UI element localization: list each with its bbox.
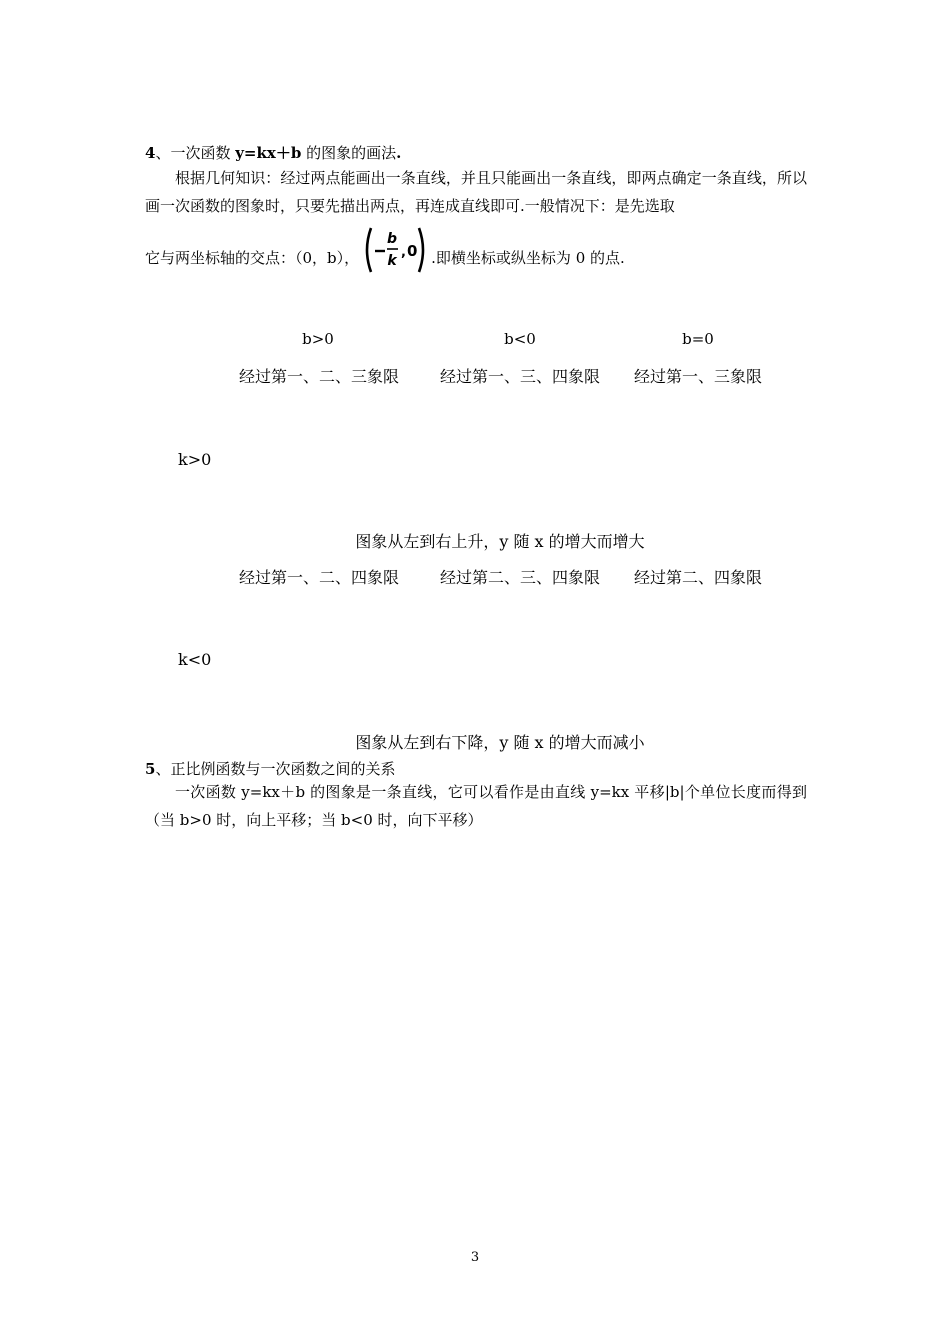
intercepts-text-pre: 它与两坐标轴的交点：（0，b）， xyxy=(145,249,360,267)
page-number: 3 xyxy=(470,1250,480,1265)
header-b-positive: b>0 xyxy=(302,330,334,348)
fraction-denominator: k xyxy=(387,253,397,269)
section-4-paragraph: 根据几何知识：经过两点能画出一条直线，并且只能画出一条直线，即两点确定一条直线，所以画一次函数的图象时，只要先描出两点，再连成直线即可.一般情况下：是先选取 xyxy=(145,169,807,215)
section-5-paragraph: 一次函数 y=kx＋b 的图象是一条直线，它可以看作是由直线 y=kx 平移|b|个单位长度而得到（当 b>0 时，向上平移；当 b<0 时，向下平移） xyxy=(145,783,807,829)
formula-zero: 0 xyxy=(407,242,418,260)
row-label-k-negative: k<0 xyxy=(178,650,212,669)
header-b-negative: b<0 xyxy=(504,330,536,348)
row-label-k-positive: k>0 xyxy=(178,450,212,469)
kpos-bzero-cell: 经过第一、三象限 xyxy=(633,367,762,386)
right-paren xyxy=(419,228,423,272)
kneg-bneg-cell: 经过第二、三、四象限 xyxy=(439,568,600,587)
section-5-number: 5 xyxy=(145,760,156,778)
section-4-title xyxy=(145,142,401,163)
section-4-title-post: 的图象的画法 xyxy=(301,144,397,162)
header-b-zero: b=0 xyxy=(682,330,714,348)
kneg-summary: 图象从左到右下降，y 随 x 的增大而减小 xyxy=(355,733,645,752)
section-5-title-text: 、正比例函数与一次函数之间的关系 xyxy=(155,760,396,778)
kpos-bneg-cell: 经过第一、三、四象限 xyxy=(439,367,600,386)
kpos-summary: 图象从左到右上升，y 随 x 的增大而增大 xyxy=(355,532,645,551)
section-5-title xyxy=(145,758,395,779)
kpos-bpos-cell: 经过第一、二、三象限 xyxy=(238,367,399,386)
intercepts-line xyxy=(145,226,625,276)
x-intercept-formula xyxy=(361,224,429,276)
kneg-bpos-cell: 经过第一、二、四象限 xyxy=(238,568,399,587)
kneg-bzero-cell: 经过第二、四象限 xyxy=(633,568,762,587)
section-4-number: 4 xyxy=(145,144,156,162)
section-4-title-pre: 、一次函数 xyxy=(155,144,236,162)
section-4-title-dot: . xyxy=(396,144,402,162)
formula-comma: , xyxy=(401,245,407,260)
section-4-title-formula: y=kx＋b xyxy=(235,144,302,162)
intercepts-text-post: .即横坐标或纵坐标为 0 的点. xyxy=(431,249,625,267)
left-paren xyxy=(367,228,371,272)
fraction-numerator: b xyxy=(387,231,398,247)
